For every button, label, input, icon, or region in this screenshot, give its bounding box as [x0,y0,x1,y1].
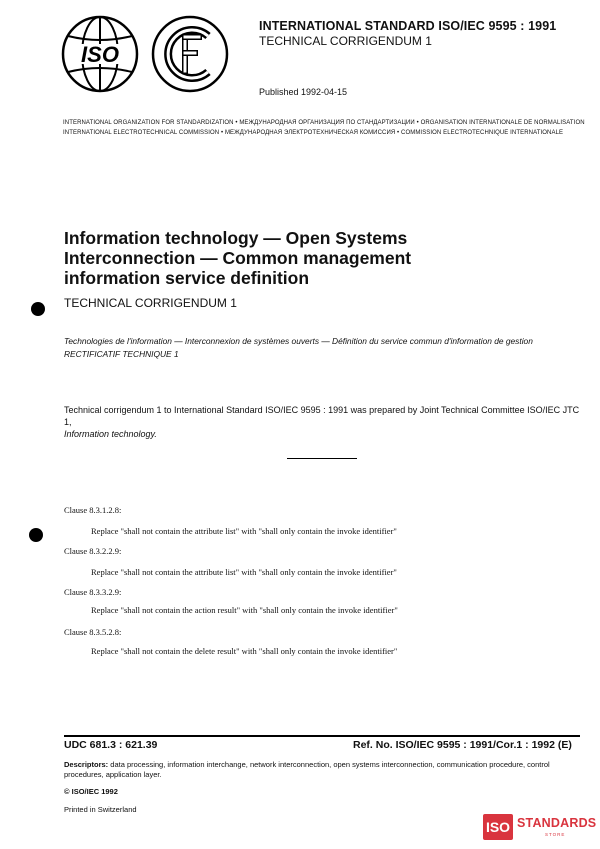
descriptors-text: data processing, information interchange, network interconnection, open systems interconnection, communication procedure, control procedures, application layer. [64,760,550,779]
preparation-note [64,404,584,440]
corrigendum-label: TECHNICAL CORRIGENDUM 1 [259,34,432,48]
reference-number: Ref. No. ISO/IEC 9595 : 1991/Cor.1 : 1992 (E) [353,739,572,751]
french-title: Technologies de l'information — Interconnexion de systèmes ouverts — Définition du service commun d'information de gestion [64,336,533,346]
clause-text: Replace "shall not contain the attribute list" with "shall only contain the invoke identifier" [91,526,397,536]
preparation-text: Technical corrigendum 1 to International Standard ISO/IEC 9595 : 1991 was prepared by Joint Technical Committee ISO/IEC JTC 1, [64,405,580,427]
published-date: Published 1992-04-15 [259,87,348,97]
iso-logo [60,14,140,94]
org-line-iec: INTERNATIONAL ELECTROTECHNICAL COMMISSION • МЕЖДУНАРОДНАЯ ЭЛЕКТРОТЕХНИЧЕСКАЯ КОМИССИЯ • COMMISSION ELECTROTECHNIQUE INTERNATIONALE [63,130,564,136]
clause-text: Replace "shall not contain the action result" with "shall only contain the invoke identifier" [91,605,398,615]
printed-location: Printed in Switzerland [64,805,137,814]
udc-number: UDC 681.3 : 621.39 [64,739,158,751]
descriptors-label: Descriptors: [64,760,109,769]
store-sub: STORE [545,832,566,837]
margin-bullet [29,528,43,542]
org-line-iso: INTERNATIONAL ORGANIZATION FOR STANDARDIZATION • МЕЖДУНАРОДНАЯ ОРГАНИЗАЦИЯ ПО СТАНДАРТИЗАЦИИ • ORGANISATION INTERNATIONALE DE NORMALISATION [63,120,585,126]
clause-text: Replace "shall not contain the delete result" with "shall only contain the invoke identifier" [91,646,398,656]
iso-standards-store-badge [483,812,595,844]
clause-label: Clause 8.3.1.2.8: [64,505,122,515]
clause-label: Clause 8.3.2.2.9: [64,546,122,556]
committee-name: Information technology. [64,429,157,439]
separator-rule [287,458,357,459]
iso-logo-text: ISO [81,42,119,67]
copyright: © ISO/IEC 1992 [64,787,118,796]
document-subtitle: TECHNICAL CORRIGENDUM 1 [64,296,237,310]
document-title: Information technology — Open Systems Interconnection — Common management information service definition [64,228,412,288]
footer-rule [64,735,580,737]
clause-text: Replace "shall not contain the attribute list" with "shall only contain the invoke identifier" [91,567,397,577]
clause-label: Clause 8.3.3.2.9: [64,587,122,597]
french-rectificatif: RECTIFICATIF TECHNIQUE 1 [64,349,179,359]
store-name: STANDARDS [517,816,597,830]
store-iso-mark: ISO [483,814,513,840]
descriptors [64,760,580,780]
clause-label: Clause 8.3.5.2.8: [64,627,122,637]
standard-number: INTERNATIONAL STANDARD ISO/IEC 9595 : 1991 [259,19,557,33]
margin-bullet [31,302,45,316]
iec-logo [150,14,230,94]
